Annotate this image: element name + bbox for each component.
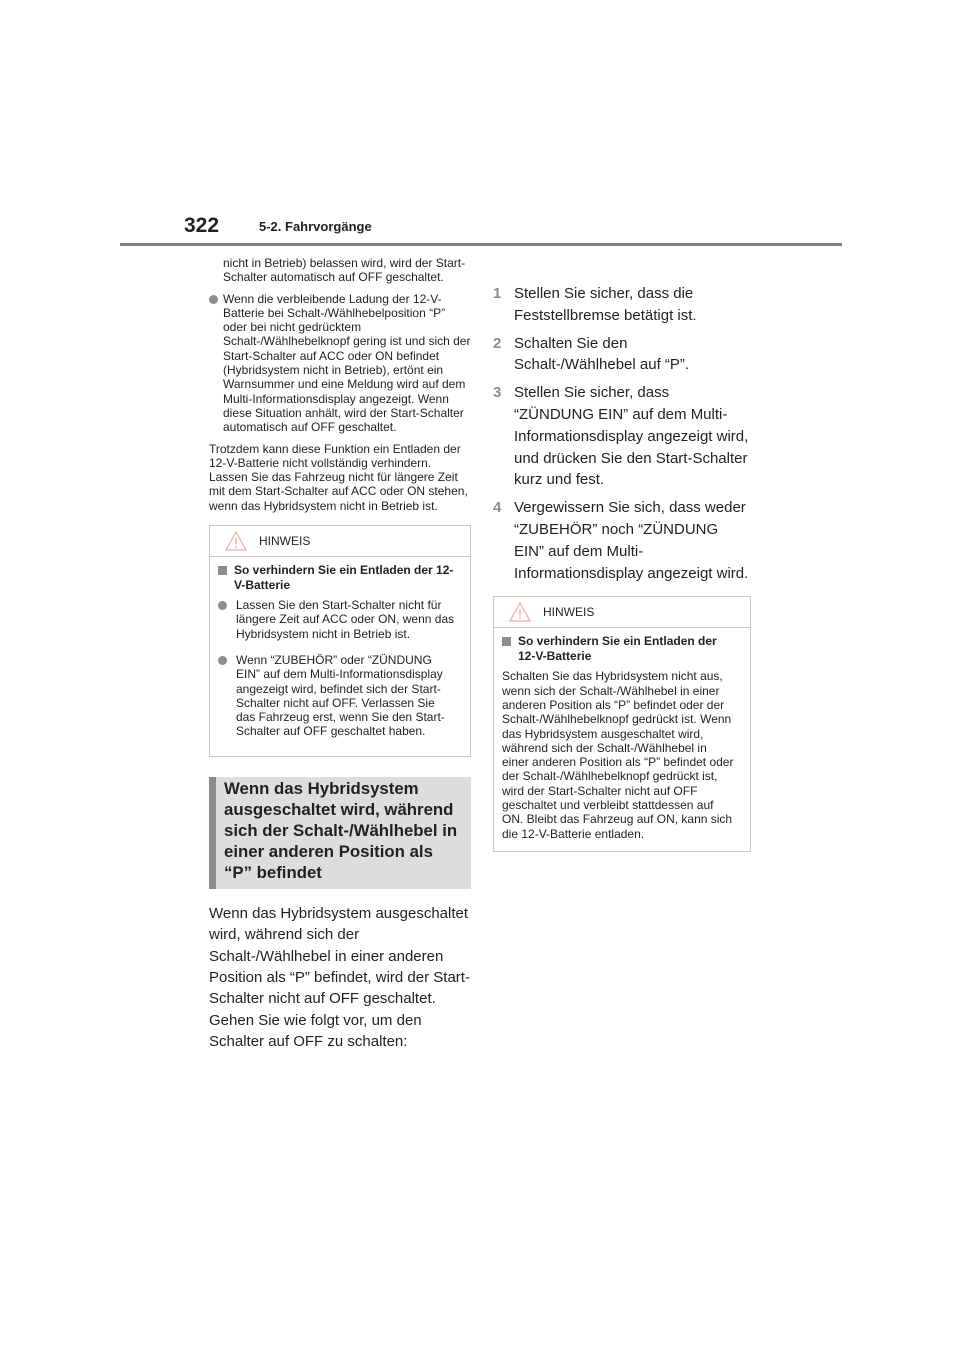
right-column [493,283,751,872]
bullet-text: Wenn die verbleibende Ladung der 12-V-Batterie bei Schalt-/Wählhebelposition “P” oder bei nicht gedrücktem Schalt-/Wählhebelknopf gering ist und sich der Start-Schalter auf ACC oder ON befindet (Hybridsystem nicht in Betrieb), ertönt ein Warnsummer und eine Meldung wird auf dem Multi-Informationsdisplay angezeigt. Wenn diese Situation anhält, wird der Start-Schalter automatisch auf OFF geschaltet. [223,291,471,435]
list-item: Wenn “ZUBEHÖR” oder “ZÜNDUNG EIN” auf dem Multi-Informationsdisplay angezeigt wird, befindet sich der Start-Schalter nicht auf OFF. Verlassen Sie das Fahrzeug erst, wenn Sie den Start-Schalter auf OFF geschaltet haben. [218,653,456,739]
section-heading [209,777,471,889]
step-text: Stellen Sie sicher, dass die Feststellbremse betätigt ist. [514,285,697,324]
step-text: Stellen Sie sicher, dass “ZÜNDUNG EIN” auf dem Multi-Informationsdisplay angezeigt wird, und drücken Sie den Start-Schalter kurz und fest. [514,384,749,489]
notice-text: Schalten Sie das Hybridsystem nicht aus, wenn sich der Schalt-/Wählhebel in einer anderen Position als “P” befindet oder der Schalt-/Wählhebelknopf gedrückt ist. Wenn das Hybridsystem ausgeschaltet wird, während sich der Schalt-/Wählhebel in einer anderen Position als “P” befindet oder der Schalt-/Wählhebelknopf gedrückt ist, wird der Start-Schalter nicht auf OFF geschaltet und verbleibt stattdessen auf ON. Bleibt das Fahrzeug auf ON, kann sich die 12-V-Batterie entladen. [502,669,734,841]
header-rule [120,243,842,246]
step-number: 3 [493,384,502,402]
notice-title: So verhindern Sie ein Entladen der 12-V-Batterie [502,634,736,663]
section-title: 5-2. Fahrvorgänge [259,219,372,234]
notice-box [209,525,471,757]
notice-label: HINWEIS [543,605,595,620]
square-bullet-icon [218,566,227,575]
notice-header [210,526,470,557]
left-column [209,256,471,1053]
step-item [493,382,751,491]
bullet-icon [218,656,227,665]
step-number: 4 [493,499,502,517]
step-number: 2 [493,334,502,352]
notice-header [494,597,750,628]
step-number: 1 [493,285,502,302]
step-text: Schalten Sie den Schalt-/Wählhebel auf “P”. [514,334,690,374]
bullet-icon [218,601,227,610]
heading-text: Wenn das Hybridsystem ausgeschaltet wird, während sich der Schalt-/Wählhebel in einer anderen Position als “P” befindet [224,778,458,882]
step-item [493,497,751,584]
step-item [493,283,751,327]
step-text: Vergewissern Sie sich, dass weder “ZUBEHÖR” noch “ZÜNDUNG EIN” auf dem Multi-Informationsdisplay angezeigt wird. [514,499,749,582]
list-item [209,292,471,435]
bullet-icon [209,295,218,304]
notice-title: So verhindern Sie ein Entladen der 12-V-Batterie [218,563,456,592]
step-item [493,333,751,377]
notice-label: HINWEIS [259,534,311,549]
square-bullet-icon [502,637,511,646]
warning-icon [509,602,531,622]
body-paragraph: Trotzdem kann diese Funktion ein Entladen der 12-V-Batterie nicht vollständig verhindern. Lassen Sie das Fahrzeug nicht für längere Zeit mit dem Start-Schalter auf ACC oder ON stehen, wenn das Hybridsystem nicht in Betrieb ist. [209,441,468,513]
continued-text: nicht in Betrieb) belassen wird, wird der Start-Schalter automatisch auf OFF geschaltet. [223,256,466,285]
list-item: Lassen Sie den Start-Schalter nicht für längere Zeit auf ACC oder ON, wenn das Hybridsystem nicht in Betrieb ist. [218,598,456,641]
notice-box [493,596,751,852]
warning-icon [225,531,247,551]
page-number: 322 [184,214,220,237]
body-paragraph: Wenn das Hybridsystem ausgeschaltet wird, während sich der Schalt-/Wählhebel in einer anderen Position als “P” befindet, wird der Start-Schalter nicht auf OFF geschaltet. Gehen Sie wie folgt vor, um den Schalter auf OFF zu schalten: [209,904,470,1051]
